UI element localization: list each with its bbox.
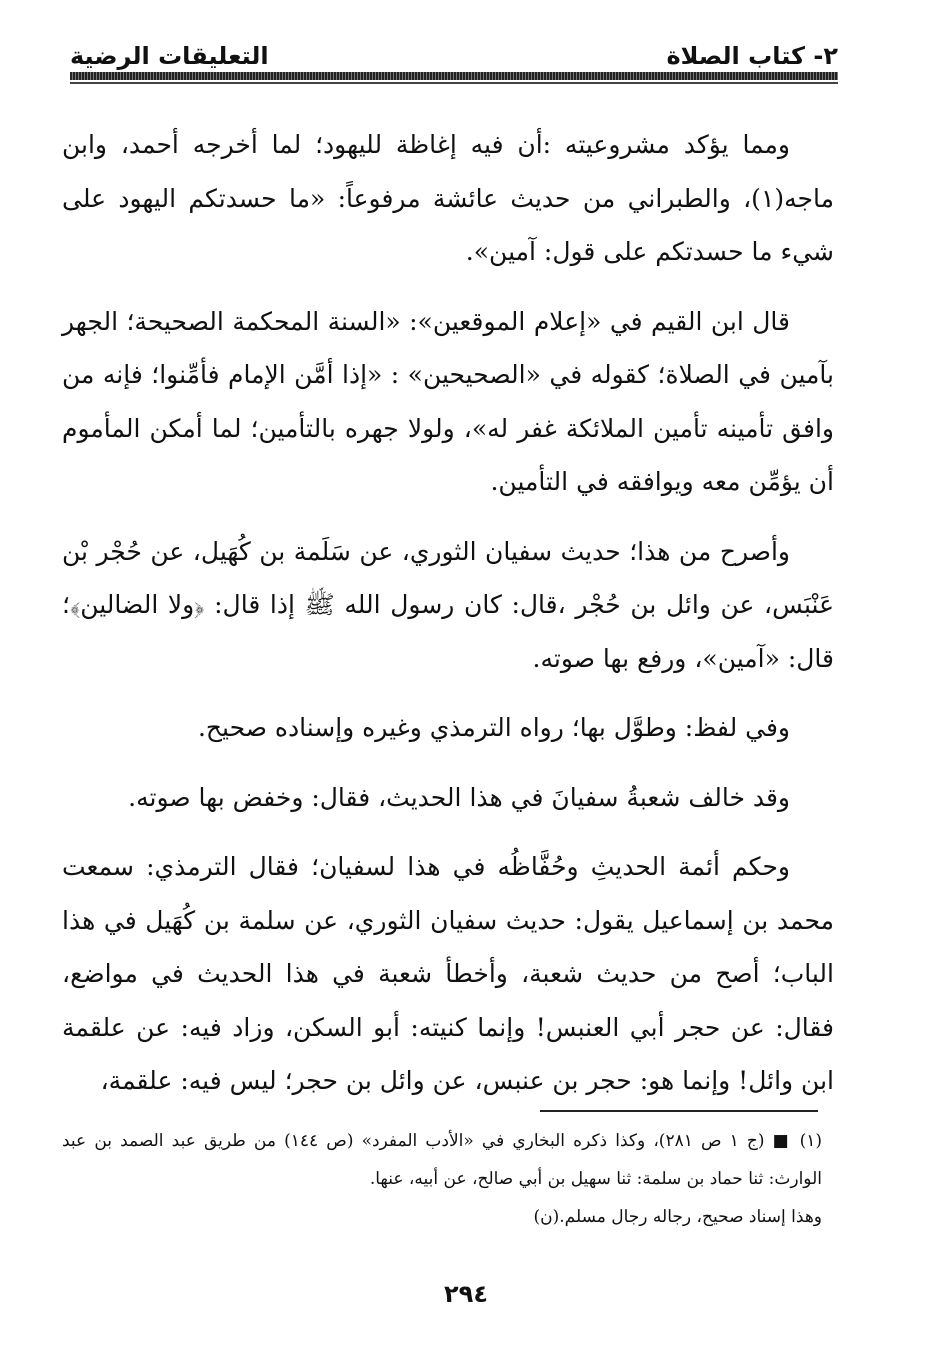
main-text bbox=[62, 118, 834, 1124]
paragraph: قال ابن القيم في «إعلام الموقعين»: «السنة المحكمة الصحيحة؛ الجهر بآمين في الصلاة؛ كقوله في «الصحيحين» : «إذا أمَّن الإمام فأمِّنوا؛ فإنه من وافق تأمينه تأمين الملائكة غفر له»، ولولا جهره بالتأمين؛ لما أمكن المأموم أن يؤمِّن معه ويوافقه في التأمين. bbox=[62, 306, 834, 496]
page-number: ٢٩٤ bbox=[444, 1280, 488, 1308]
paragraph: وأصرح من هذا؛ حديث سفيان الثوري، عن سَلَمة بن كُهَيل، عن حُجْر بْن عَنْبَس، عن وائل بن حُجْر ،قال: كان رسول الله ﷺ إذا قال: ﴿ولا الضالين﴾؛ قال: «آمين»، ورفع بها صوته. bbox=[62, 536, 834, 673]
header-rule bbox=[70, 72, 838, 80]
header-rule-thin bbox=[70, 82, 838, 84]
paragraph: وفي لفظ: وطوَّل بها؛ رواه الترمذي وغيره وإسناده صحيح. bbox=[197, 713, 790, 742]
footnote: وهذا إسناد صحيح، رجاله رجال مسلم.(ن) bbox=[533, 1207, 822, 1227]
footnote-divider bbox=[540, 1110, 818, 1112]
paragraph: وحكم أئمة الحديثِ وحُفَّاظُه في هذا لسفيان؛ فقال الترمذي: سمعت محمد بن إسماعيل يقول: حديث سفيان الثوري، عن سلمة بن كُهَيل في هذا الباب؛ أصح من حديث شعبة، وأخطأ شعبة في هذا الحديث في مواضع، فقال: عن حجر أبي العنبس! وإنما كنيته: أبو السكن، وزاد فيه: عن علقمة ابن وائل! وإنما هو: حجر بن عنبس، عن وائل بن حجر؛ ليس فيه: علقمة، bbox=[62, 852, 834, 1095]
chapter-title: ٢- كتاب الصلاة bbox=[666, 42, 838, 70]
paragraph: ومما يؤكد مشروعيته :أن فيه إغاظة لليهود؛ لما أخرجه أحمد، وابن ماجه(١)، والطبراني من حديث عائشة مرفوعاً: «ما حسدتكم اليهود على شيء ما حسدتكم على قول: آمين». bbox=[62, 130, 834, 266]
paragraph: وقد خالف شعبةُ سفيانَ في هذا الحديث، فقال: وخفض بها صوته. bbox=[128, 782, 790, 812]
book-title: التعليقات الرضية bbox=[70, 42, 269, 70]
footnotes bbox=[62, 1122, 822, 1236]
footnote: (١) ■ (ج ١ ص ٢٨١)، وكذا ذكره البخاري في «الأدب المفرد» (ص ١٤٤) من طريق عبد الصمد بن عبد الوارث: ثنا حماد بن سلمة: ثنا سهيل بن أبي صالح، عن أبيه، عنها. bbox=[62, 1131, 822, 1189]
running-header bbox=[70, 30, 838, 70]
